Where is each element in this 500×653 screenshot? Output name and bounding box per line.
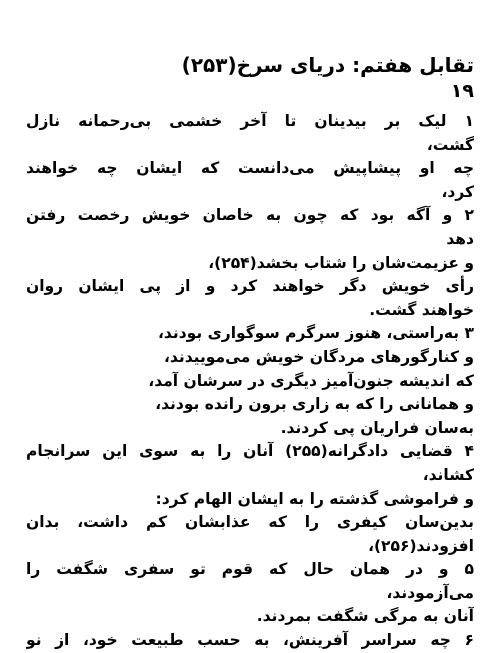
text-line: کشاند، bbox=[422, 465, 474, 484]
text-line: و عزیمت‌شان را شتاب بخشد(۲۵۴)، bbox=[208, 253, 474, 272]
text-line: بدین‌سان کیفری را که عذابشان کم داشت، بدان bbox=[26, 513, 474, 532]
text-line: ۲ و آگه بود که چون به خاصان خویش رخصت رفتن bbox=[26, 206, 474, 225]
text-line: رأی خویش دگر خواهند کرد و از پی ایشان روان bbox=[26, 277, 474, 296]
section-heading: تقابل هفتم: دریای سرخ(۲۵۳) bbox=[181, 53, 474, 77]
text-line: و فراموشی گذشته را به ایشان الهام کرد: bbox=[155, 489, 474, 508]
text-line: دهد bbox=[446, 229, 474, 248]
text-line: ۱ لیک بر بیدینان تا آخر خشمی بی‌رحمانه نازل bbox=[26, 112, 474, 130]
text-line: افزودند(۲۵۶)، bbox=[368, 536, 474, 555]
text-line: که اندیشه جنون‌آمیز دیگری در سرشان آمد، bbox=[148, 371, 474, 390]
text-line: می‌آزمودند، bbox=[386, 583, 474, 602]
verse-text bbox=[26, 110, 474, 653]
text-line: ۴ قضایی دادگرانه(۲۵۵) آنان را به سوی این سرانجام bbox=[26, 442, 474, 461]
text-line: گشت، bbox=[426, 135, 474, 154]
text-line: ۵ و در همان حال که قوم تو سفری شگفت را bbox=[26, 560, 474, 579]
text-line: آنان به مرگی شگفت بمردند. bbox=[256, 607, 474, 626]
text-line: چه او پیشاپیش می‌دانست که ایشان چه خواهند bbox=[26, 159, 474, 178]
text-line: کرد، bbox=[441, 182, 474, 201]
text-line: و همانانی را که به زاری برون رانده بودند، bbox=[155, 395, 474, 414]
text-line: خواهند گشت. bbox=[369, 300, 474, 319]
text-line: به‌سان فراریان پی کردند. bbox=[280, 418, 474, 437]
text-line: ۳ به‌راستی، هنوز سرگرم سوگواری بودند، bbox=[158, 324, 474, 343]
text-line: ۶ چه سراسر آفرینش، به حسب طبیعت خود، از نو bbox=[26, 631, 474, 650]
chapter-number: ۱۹ bbox=[450, 80, 474, 102]
text-line: و کنارگورهای مردگان خویش می‌موییدند، bbox=[164, 347, 474, 366]
